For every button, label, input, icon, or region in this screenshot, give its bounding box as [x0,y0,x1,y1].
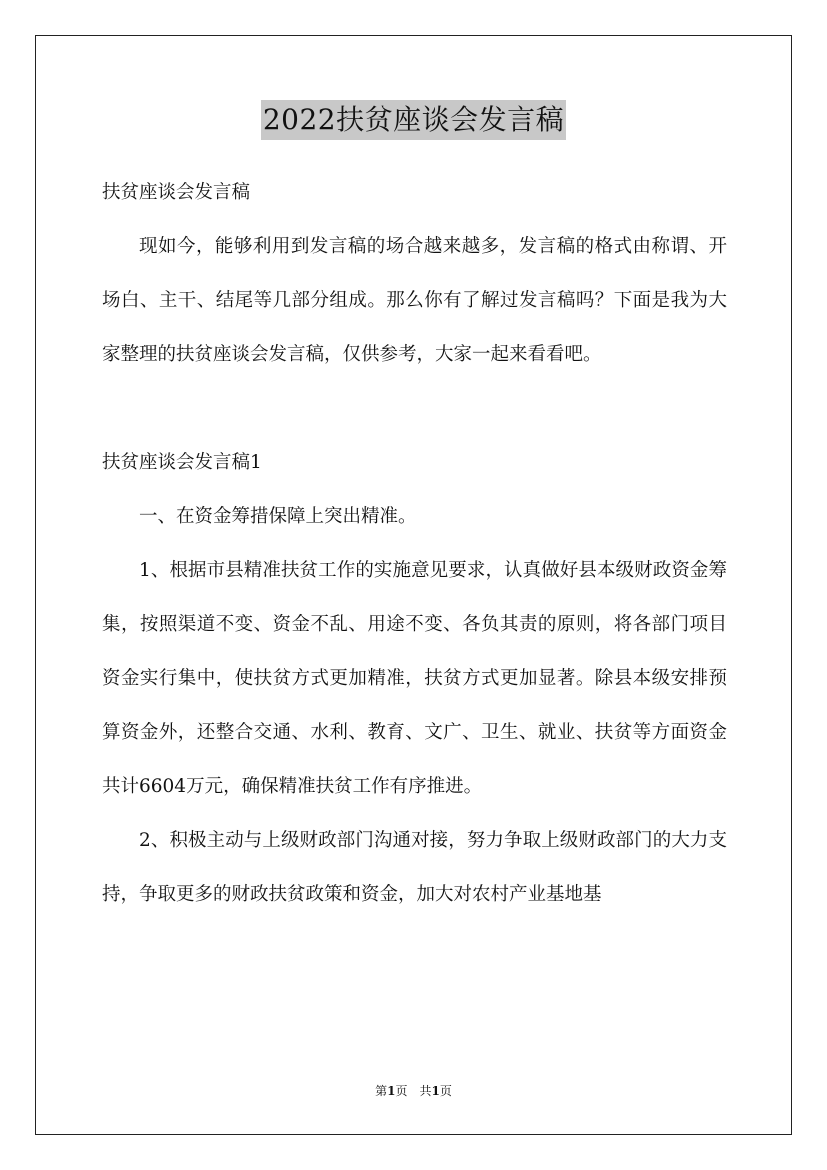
title-container [0,100,827,140]
section1-paragraph1: 1、根据市县精准扶贫工作的实施意见要求，认真做好县本级财政资金筹集，按照渠道不变、资金不乱、用途不变、各负其责的原则，将各部门项目资金实行集中，使扶贫方式更加精准，扶贫方式更加显著。除县本级安排预算资金外，还整合交通、水利、教育、文广、卫生、就业、扶贫等方面资金共计6604万元，确保精准扶贫工作有序推进。 [102,560,727,797]
footer-page-suffix: 页 [439,1084,452,1098]
document-body [102,166,727,922]
section1-point1: 一、在资金筹措保障上突出精准。 [139,506,417,527]
footer-page-mid: 页 共 [395,1084,432,1098]
section1-heading: 扶贫座谈会发言稿1 [102,452,262,473]
paragraph-gap [102,382,727,436]
section1-paragraph2: 2、积极主动与上级财政部门沟通对接，努力争取上级财政部门的大力支持，争取更多的财政扶贫政策和资金，加大对农村产业基地基 [102,830,727,905]
intro-paragraph: 现如今，能够利用到发言稿的场合越来越多，发言稿的格式由称谓、开场白、主干、结尾等几部分组成。那么你有了解过发言稿吗？下面是我为大家整理的扶贫座谈会发言稿，仅供参考，大家一起来看看吧。 [102,236,727,365]
footer-page-total: 1 [431,1084,440,1098]
footer-page-number: 1 [387,1084,396,1098]
document-title: 2022扶贫座谈会发言稿 [261,100,566,140]
footer-page-prefix: 第 [375,1084,388,1098]
intro-heading: 扶贫座谈会发言稿 [102,182,251,203]
page-footer [0,1082,827,1099]
